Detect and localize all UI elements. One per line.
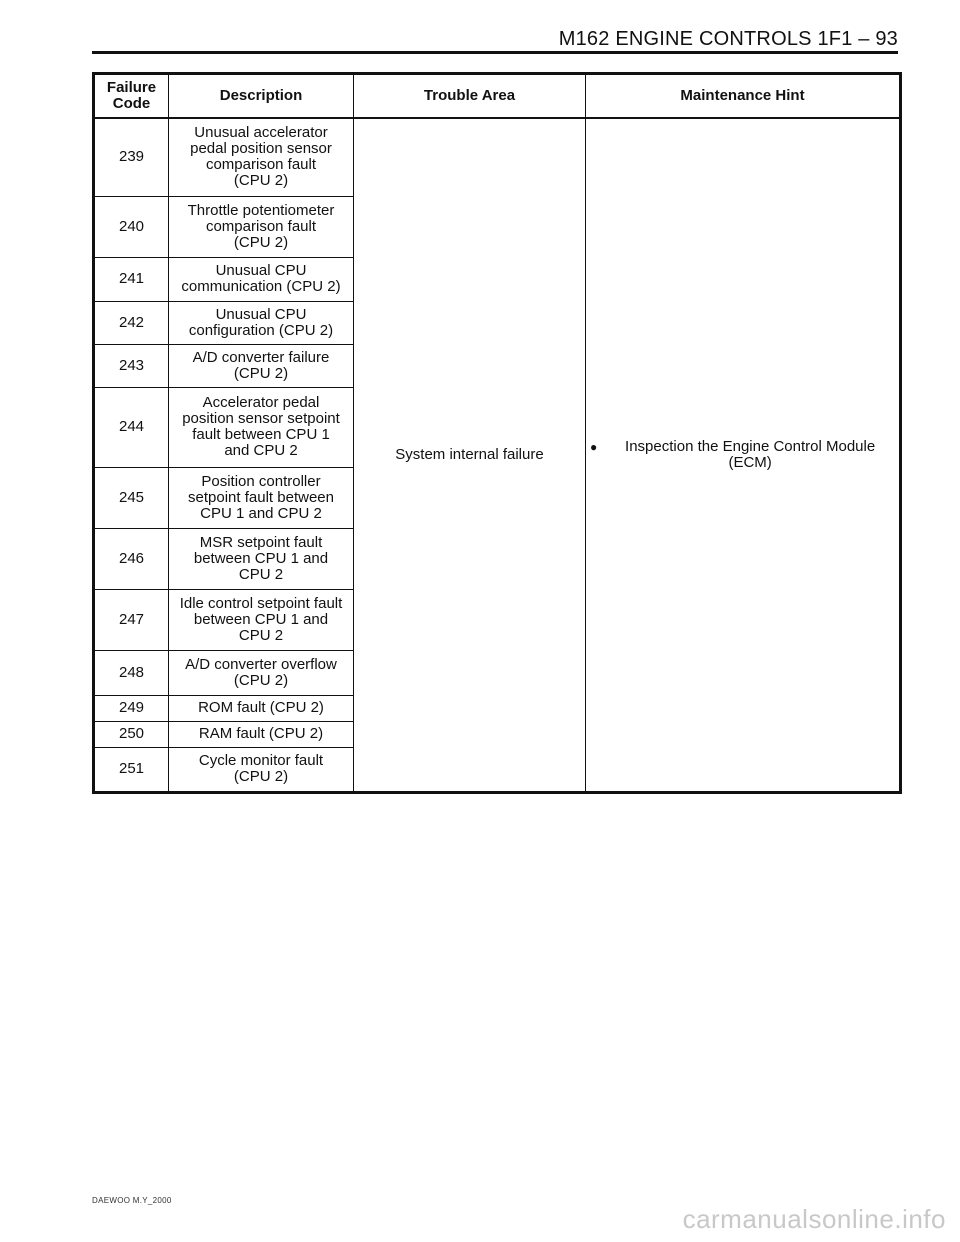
description-cell: A/D converter failure (CPU 2) <box>169 344 354 387</box>
column-header-trouble-area: Trouble Area <box>354 74 586 119</box>
maintenance-hint-cell <box>586 118 901 792</box>
failure-code-cell: 248 <box>94 650 169 695</box>
failure-code-cell: 246 <box>94 528 169 589</box>
description-cell: Position controller setpoint fault between CPU 1 and CPU 2 <box>169 467 354 528</box>
description-cell: MSR setpoint fault between CPU 1 and CPU 2 <box>169 528 354 589</box>
description-cell: Cycle monitor fault (CPU 2) <box>169 747 354 792</box>
column-header-failure-code: Failure Code <box>94 74 169 119</box>
column-header-maintenance-hint: Maintenance Hint <box>586 74 901 119</box>
description-cell: Unusual accelerator pedal position sensor comparison fault (CPU 2) <box>169 118 354 196</box>
maintenance-hint-text: Inspection the Engine Control Module (ECM) <box>625 437 876 471</box>
description-cell: Accelerator pedal position sensor setpoint fault between CPU 1 and CPU 2 <box>169 387 354 467</box>
description-cell: A/D converter overflow (CPU 2) <box>169 650 354 695</box>
description-cell: ROM fault (CPU 2) <box>169 695 354 721</box>
description-cell: Idle control setpoint fault between CPU 1 and CPU 2 <box>169 589 354 650</box>
description-cell: RAM fault (CPU 2) <box>169 721 354 747</box>
failure-code-cell: 247 <box>94 589 169 650</box>
maintenance-hint-item <box>590 439 895 471</box>
footer-model-year-mark: DAEWOO M.Y_2000 <box>92 1196 172 1205</box>
failure-code-cell: 240 <box>94 196 169 257</box>
description-cell: Throttle potentiometer comparison fault (CPU 2) <box>169 196 354 257</box>
description-cell: Unusual CPU configuration (CPU 2) <box>169 301 354 344</box>
failure-code-cell: 244 <box>94 387 169 467</box>
trouble-area-cell: System internal failure <box>354 118 586 792</box>
watermark: carmanualsonline.info <box>682 1204 946 1234</box>
column-header-description: Description <box>169 74 354 119</box>
description-cell: Unusual CPU communication (CPU 2) <box>169 257 354 301</box>
failure-code-cell: 239 <box>94 118 169 196</box>
bullet-icon: ● <box>590 439 598 454</box>
failure-code-cell: 243 <box>94 344 169 387</box>
failure-code-table <box>92 72 902 794</box>
table-row <box>94 118 901 196</box>
failure-code-cell: 241 <box>94 257 169 301</box>
header-rule <box>92 51 898 54</box>
failure-code-cell: 251 <box>94 747 169 792</box>
page-header-title: M162 ENGINE CONTROLS 1F1 – 93 <box>558 28 898 50</box>
failure-code-cell: 250 <box>94 721 169 747</box>
table-header-row <box>94 74 901 119</box>
failure-code-cell: 242 <box>94 301 169 344</box>
failure-code-cell: 245 <box>94 467 169 528</box>
failure-code-cell: 249 <box>94 695 169 721</box>
